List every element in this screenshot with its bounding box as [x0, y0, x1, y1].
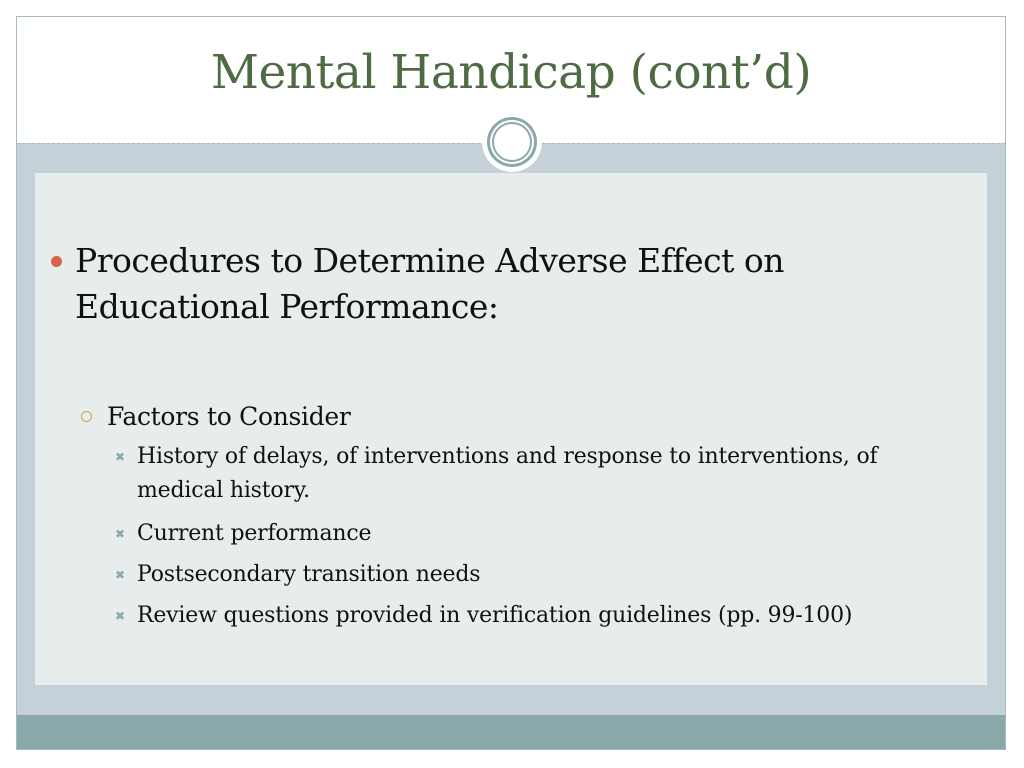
bullet-level-3	[115, 517, 967, 551]
bullet-text: Current performance	[137, 521, 372, 546]
bottom-band	[17, 715, 1005, 749]
slide-title: Mental Handicap (cont’d)	[210, 45, 812, 100]
bullet-level-1	[75, 238, 935, 330]
bullet-level-3	[115, 440, 967, 508]
bullet-text: History of delays, of interventions and response to interventions, of medical history.	[137, 444, 878, 503]
ring-ornament-inner	[492, 122, 532, 162]
bullet-text: Review questions provided in verification guidelines (pp. 99-100)	[137, 603, 853, 628]
x-cross-icon: ✖	[115, 527, 125, 541]
content-panel	[35, 173, 987, 685]
x-cross-icon: ✖	[115, 450, 125, 464]
x-cross-icon: ✖	[115, 568, 125, 582]
x-cross-icon: ✖	[115, 609, 125, 623]
bullet-level-2	[107, 401, 907, 433]
bullet-text: Postsecondary transition needs	[137, 562, 481, 587]
hollow-circle-icon	[81, 411, 92, 422]
bullet-level-3	[115, 558, 967, 592]
bullet-text: Procedures to Determine Adverse Effect on Educational Performance:	[75, 241, 785, 326]
bullet-text: Factors to Consider	[107, 402, 351, 431]
slide	[16, 16, 1006, 750]
filled-circle-icon	[51, 256, 62, 267]
bullet-level-3	[115, 599, 967, 633]
